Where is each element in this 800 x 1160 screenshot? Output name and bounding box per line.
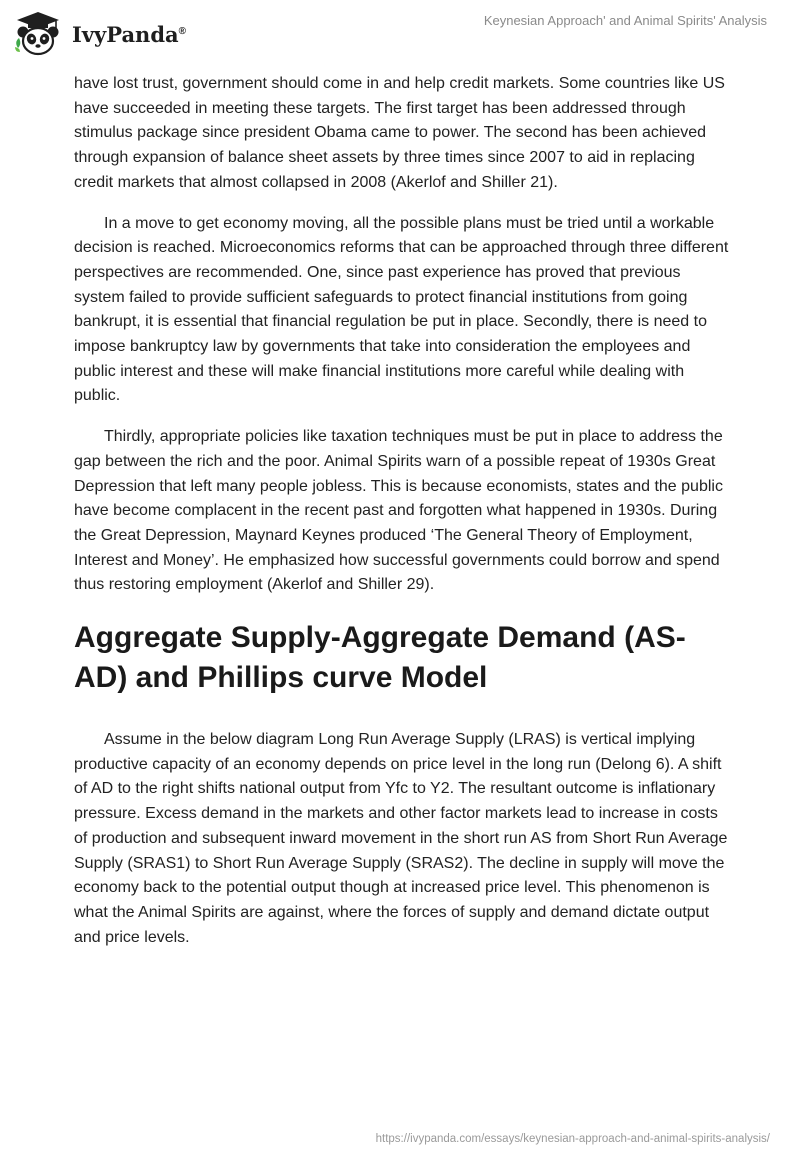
brand-logo[interactable] — [12, 8, 186, 60]
registered-mark: ® — [178, 25, 186, 37]
source-url[interactable]: https://ivypanda.com/essays/keynesian-approach-and-animal-spirits-analysis/ — [375, 1133, 770, 1145]
essay-body — [74, 72, 734, 966]
paragraph: have lost trust, government should come in and help credit markets. Some countries like US have succeeded in meeting these targets. The first target has been addressed through stimulus package since president Obama came to power. The second has been achieved through expansion of balance sheet assets by three times since 2007 to aid in replacing credit markets that almost collapsed in 2008 (Akerlof and Shiller 21). — [74, 75, 725, 191]
paragraph: Thirdly, appropriate policies like taxation techniques must be put in place to address the gap between the rich and the poor. Animal Spirits warn of a possible repeat of 1930s Great Depression that left many people jobless. This is because economists, states and the public have become complacent in the recent past and forgotten what happened in 1930s. During the Great Depression, Maynard Keynes produced ‘The General Theory of Employment, Interest and Money’. He emphasized how successful governments could borrow and spend thus restoring employment (Akerlof and Shiller 29). — [74, 428, 723, 594]
paragraph: Assume in the below diagram Long Run Average Supply (LRAS) is vertical implying productive capacity of an economy depends on price level in the long run (Delong 6). A shift of AD to the right shifts national output from Yfc to Y2. The resultant outcome is inflationary pressure. Excess demand in the markets and other factor markets lead to increase in costs of production and subsequent inward movement in the short run AS from Short Run Average Supply (SRAS1) to Short Run Average Supply (SRAS2). The decline in supply will move the economy back to the potential output though at increased price level. This phenomenon is what the Animal Spirits are against, where the forces of supply and demand dictate output and price levels. — [74, 731, 728, 946]
document-title: Keynesian Approach' and Animal Spirits' Analysis — [483, 13, 767, 28]
brand-name: IvyPanda® — [72, 21, 186, 47]
section-heading: Aggregate Supply-Aggregate Demand (AS-AD) and Phillips curve Model — [74, 621, 686, 695]
paragraph: In a move to get economy moving, all the possible plans must be tried until a workable decision is reached. Microeconomics reforms that can be approached through three different perspectives are recommended. One, since past experience has proved that previous system failed to provide sufficient safeguards to protect financial institutions from going bankrupt, it is essential that financial regulation be put in place. Secondly, there is need to impose bankruptcy law by governments that take into consideration the employees and public interest and these will make financial institutions more careful while dealing with public. — [74, 214, 729, 405]
panda-graduate-icon — [12, 8, 64, 60]
page-header — [0, 0, 800, 70]
